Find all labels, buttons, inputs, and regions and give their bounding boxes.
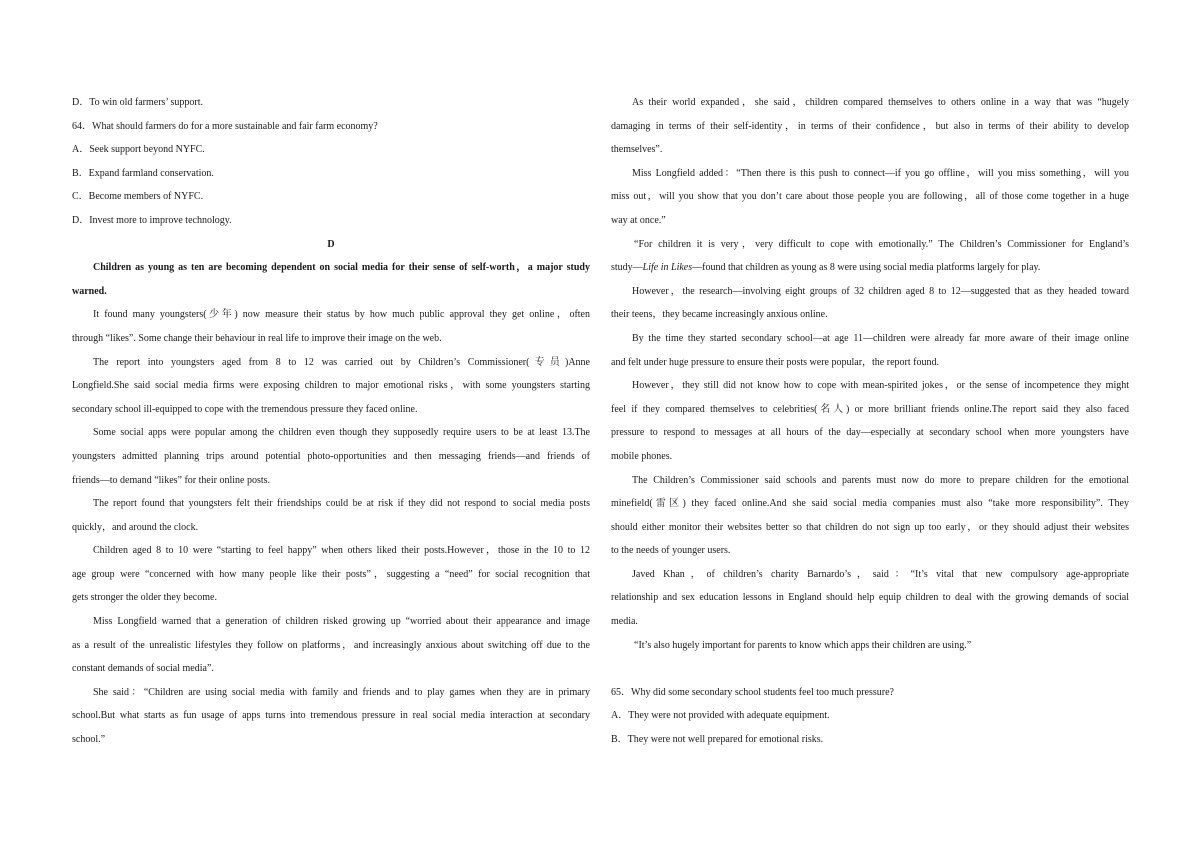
right-column-line: feel if they compared themselves to celebrities(名人) or more brilliant friends online.The report said they also faced <box>611 403 1129 415</box>
right-column-line: A．They were not provided with adequate equipment. <box>611 710 830 722</box>
right-column-line: However，the research—involving eight groups of 32 children aged 8 to 12—suggested that as they headed toward <box>632 285 1129 297</box>
right-column-line: should either monitor their websites better so that children do not sign up too early，or they should adjust their websites <box>611 521 1129 533</box>
left-column-line: D．To win old farmers’ support. <box>72 97 204 108</box>
left-column-line: Miss Longfield warned that a generation of children risked growing up “worried about their appearance and image <box>93 616 590 628</box>
right-column <box>611 91 1129 752</box>
right-column-line: their teens，they became increasingly anxious online. <box>611 309 828 321</box>
right-column-line: media. <box>611 616 638 628</box>
left-column-line: Children as young as ten are becoming dependent on social media for their sense of self-worth，a major study <box>93 262 590 274</box>
left-column-line: C．Become members of NYFC. <box>72 191 204 203</box>
left-column-line: youngsters admitted planning trips around potential photo-opportunities and then messaging friends—and friends of <box>72 450 590 462</box>
left-column-line: Children aged 8 to 10 were “starting to feel happy” when others liked their posts.However，those in the 10 to 12 <box>93 545 590 557</box>
left-column-line: The report into youngsters aged from 8 to 12 was carried out by Children’s Commissioner(专员)Anne <box>93 356 590 368</box>
right-column-line: to the needs of younger users. <box>611 545 731 557</box>
left-column-line: Some social apps were popular among the children even though they supposedly require users to be at least 13.The <box>93 427 590 439</box>
right-column-line: However，they still did not know how to cope with mean-spirited jokes，or the sense of incompetence they might <box>632 380 1129 392</box>
left-column-line: through “likes”. Some change their behaviour in real life to improve their image on the web. <box>72 332 442 344</box>
right-column-line: damaging in terms of their self-identity，in terms of their confidence，but also in terms of their ability to develop <box>611 120 1129 132</box>
left-column-line: She said：“Children are using social media with family and friends and to play games when they are in primary <box>93 686 590 698</box>
left-column-line: It found many youngsters(少年) now measure their status by how much public approval they get online，often <box>93 309 590 321</box>
right-column-line: relationship and sex education lessons in England should help equip children to deal with the growing demands of social <box>611 592 1129 604</box>
right-column-line: “For children it is very，very difficult to cope with emotionally.” The Children’s Commissioner for England’s <box>634 238 1129 250</box>
right-column-line: 65．Why did some secondary school students feel too much pressure? <box>611 686 894 698</box>
right-column-line: miss out，will you show that you don’t care about those people you are following，all of those come together in a huge <box>611 191 1129 203</box>
left-column-line: D <box>327 238 335 250</box>
right-column-line: pressure to respond to messages at all hours of the day—especially at secondary school when more youngsters have <box>611 427 1129 439</box>
left-column-line: gets stronger the older they become. <box>72 592 217 604</box>
left-column-line: Longfield.She said social media firms were exposing children to major emotional risks，with some youngsters starting <box>72 380 590 392</box>
left-column-line: school.” <box>72 734 106 746</box>
right-column-line: Miss Longfield added：“Then there is this push to connect—if you go offline，will you miss something，will you <box>632 167 1129 179</box>
left-column-line: D．Invest more to improve technology. <box>72 214 232 226</box>
right-column-line: “It’s also hugely important for parents to know which apps their children are using.” <box>634 639 972 651</box>
right-column-line: As their world expanded，she said，children compared themselves to others online in a way that was “hugely <box>632 97 1129 108</box>
left-column-line: secondary school ill-equipped to cope with the tremendous pressure they faced online. <box>72 403 418 415</box>
right-column-line: way at once.” <box>611 214 666 226</box>
left-column-line: friends—to demand “likes” for their online posts. <box>72 474 271 486</box>
left-column-line: A．Seek support beyond NYFC. <box>72 144 205 156</box>
left-column-line: school.But what starts as fun usage of apps turns into tremendous pressure in real social media interaction at secondary <box>72 710 590 722</box>
left-column-line: quickly，and around the clock. <box>72 521 199 533</box>
right-column-line: minefield(雷区) they faced online.And she said social media companies must also “take more responsibility”. They <box>611 498 1129 510</box>
right-column-line: Javed Khan，of children’s charity Barnardo’s，said：“It’s vital that new compulsory age-appropriate <box>632 568 1129 580</box>
left-column-line: B．Expand farmland conservation. <box>72 167 214 179</box>
left-column <box>72 91 590 752</box>
right-column-line <box>611 657 1129 681</box>
right-column-line: The Children’s Commissioner said schools and parents must now do more to prepare children for the emotional <box>632 474 1129 486</box>
right-column-line: mobile phones. <box>611 450 673 462</box>
left-column-line: constant demands of social media”. <box>72 663 214 675</box>
left-column-line: The report found that youngsters felt their friendships could be at risk if they did not respond to social media posts <box>93 498 590 510</box>
left-column-line: 64．What should farmers do for a more sustainable and fair farm economy? <box>72 120 378 132</box>
right-column-line: and felt under huge pressure to ensure their posts were popular，the report found. <box>611 356 939 368</box>
right-column-line: themselves”. <box>611 144 663 156</box>
right-column-line: B．They were not well prepared for emotional risks. <box>611 734 824 746</box>
left-column-line: age group were “concerned with how many people like their posts”，suggesting a “need” for social recognition that <box>72 568 590 580</box>
left-column-line: warned. <box>72 285 107 297</box>
right-column-line: By the time they started secondary school—at age 11—children were already far more aware of their image online <box>632 332 1129 344</box>
left-column-line: as a result of the unrealistic lifestyles they follow on platforms，and increasingly anxious about switching off due to the <box>72 639 590 651</box>
right-column-line: study—Life in Likes—found that children as young as 8 were using social media platforms largely for play. <box>611 262 1041 274</box>
